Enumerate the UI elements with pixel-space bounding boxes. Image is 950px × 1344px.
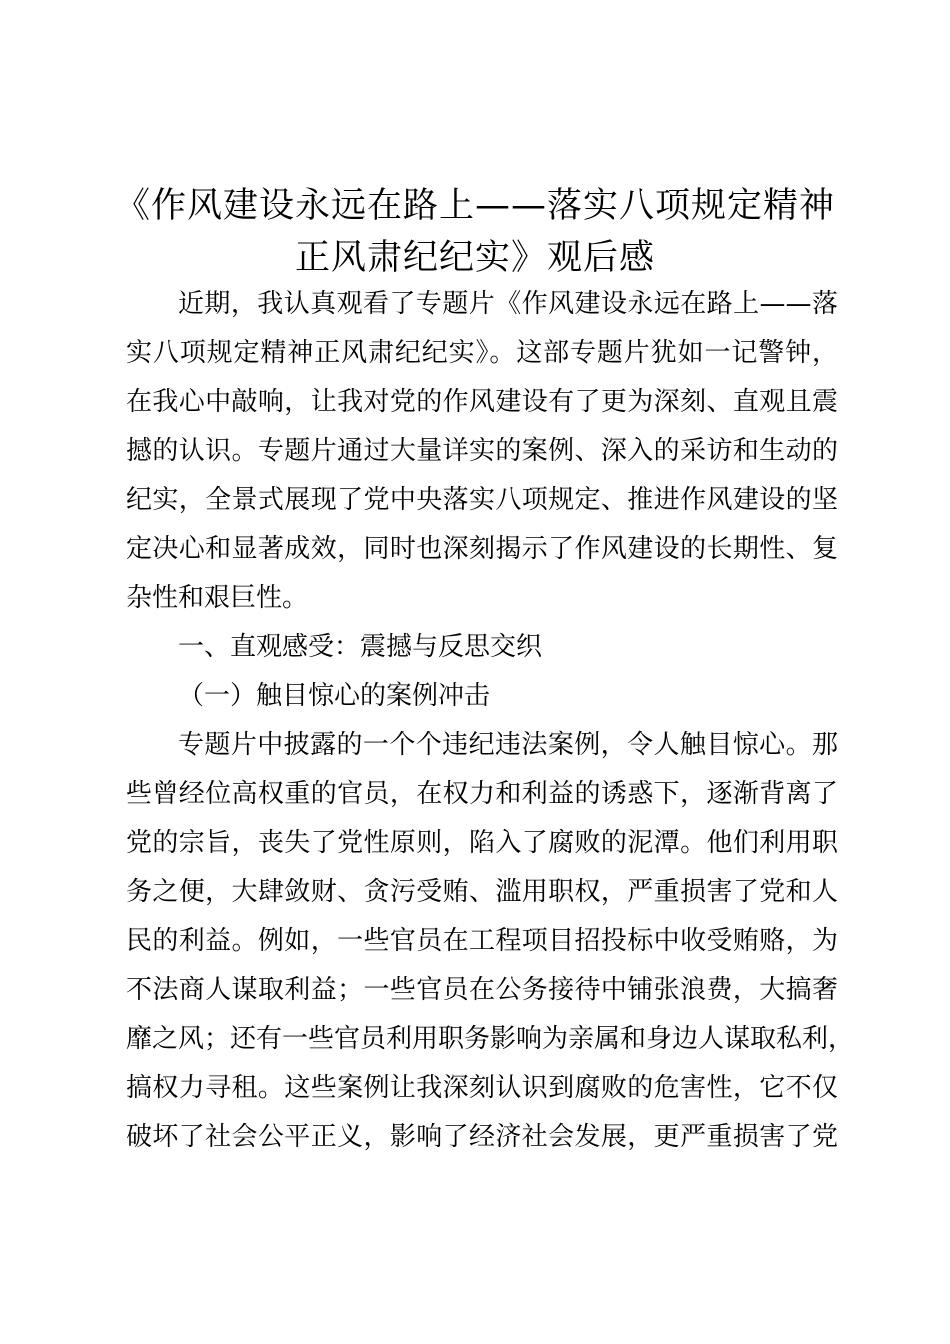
document-body xyxy=(126,280,855,1162)
paragraph-cases xyxy=(126,721,855,1162)
paragraph-line: 在我心中敲响，让我对党的作风建设有了更为深刻、直观且震 xyxy=(126,387,838,417)
paragraph-line: 民的利益。例如，一些官员在工程项目招投标中收受贿赂，为 xyxy=(126,926,838,956)
paragraph-line: 党的宗旨，丧失了党性原则，陷入了腐败的泥潭。他们利用职 xyxy=(126,828,838,858)
paragraph-line: 纪实，全景式展现了党中央落实八项规定、推进作风建设的坚 xyxy=(126,485,838,515)
section-heading: 一、直观感受：震撼与反思交织 xyxy=(178,632,543,662)
subsection-heading: （一）触目惊心的案例冲击 xyxy=(178,681,491,711)
paragraph-line: 不法商人谋取利益；一些官员在公务接待中铺张浪费，大搞奢 xyxy=(126,975,838,1005)
paragraph-line: 破坏了社会公平正义，影响了经济社会发展，更严重损害了党 xyxy=(126,1122,838,1152)
paragraph-intro xyxy=(126,280,838,623)
paragraph-line: 近期，我认真观看了专题片《作风建设永远在路上——落 xyxy=(178,289,838,319)
paragraph-line: 杂性和艰巨性。 xyxy=(126,583,309,613)
document-title-line-1: 《作风建设永远在路上——落实八项规定精神 xyxy=(114,186,835,226)
paragraph-line: 实八项规定精神正风肃纪纪实》。这部专题片犹如一记警钟， xyxy=(126,338,838,368)
paragraph-line: 些曾经位高权重的官员，在权力和利益的诱惑下，逐渐背离了 xyxy=(126,779,838,809)
paragraph-line: 务之便，大肆敛财、贪污受贿、滥用职权，严重损害了党和人 xyxy=(126,877,838,907)
paragraph-line: 定决心和显著成效，同时也深刻揭示了作风建设的长期性、复 xyxy=(126,534,838,564)
paragraph-line: 靡之风；还有一些官员利用职务影响为亲属和身边人谋取私利， xyxy=(126,1024,855,1054)
paragraph-line: 搞权力寻租。这些案例让我深刻认识到腐败的危害性，它不仅 xyxy=(126,1073,838,1103)
paragraph-line: 撼的认识。专题片通过大量详实的案例、深入的采访和生动的 xyxy=(126,436,838,466)
paragraph-line: 专题片中披露的一个个违纪违法案例，令人触目惊心。那 xyxy=(178,730,838,760)
document-title-line-2: 正风肃纪纪实》观后感 xyxy=(294,238,655,278)
